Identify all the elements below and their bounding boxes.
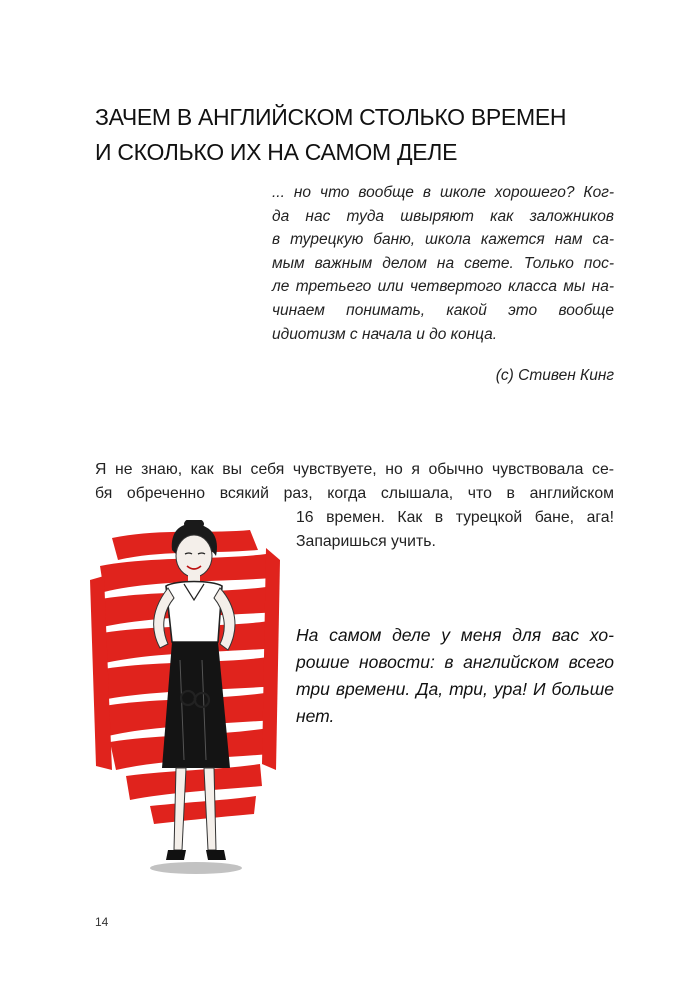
epigraph-line: идиотизм с начала и до конца. (272, 325, 498, 343)
chapter-title-line-2: И СКОЛЬКО ИХ НА САМОМ ДЕЛЕ (95, 139, 458, 165)
highlight-line: рошие новости: в английском всего (296, 652, 614, 672)
epigraph-attribution: (с) Стивен Кинг (495, 367, 614, 384)
woman-with-handcuffs-illustration (90, 520, 290, 890)
chapter-title (95, 100, 575, 170)
epigraph-line: да нас туда швыряют как заложников (272, 207, 614, 225)
epigraph-line: мым важным делом на свете. Только пос- (272, 254, 614, 272)
epigraph-line: в турецкую баню, школа кажется нам са- (272, 231, 614, 249)
epigraph-line: чинаем понимать, какой это вообще (272, 301, 614, 319)
highlight-line: нет. (296, 706, 335, 726)
epigraph (272, 181, 614, 346)
body-line: Я не знаю, как вы себя чувствуете, но я обычно чувствовала се- (95, 461, 614, 478)
page-number: 14 (95, 915, 109, 929)
body-line: бя обреченно всякий раз, когда слышала, что в английском (95, 485, 614, 502)
chapter-title-line-1: ЗАЧЕМ В АНГЛИЙСКОМ СТОЛЬКО ВРЕМЕН (95, 104, 567, 130)
epigraph-line: ле третьего или четвертого класса мы на- (272, 278, 614, 296)
highlight-line: На самом деле у меня для вас хо- (296, 625, 614, 645)
body-paragraph (95, 458, 614, 506)
body-paragraph-continued (296, 506, 614, 554)
highlight-paragraph (296, 622, 614, 730)
body-line: Запаришься учить. (296, 533, 436, 550)
epigraph-line: ... но что вообще в школе хорошего? Ког- (272, 184, 614, 201)
highlight-line: три времени. Да, три, ура! И больше (296, 679, 614, 699)
body-line: 16 времен. Как в турецкой бане, ага! (296, 509, 614, 526)
